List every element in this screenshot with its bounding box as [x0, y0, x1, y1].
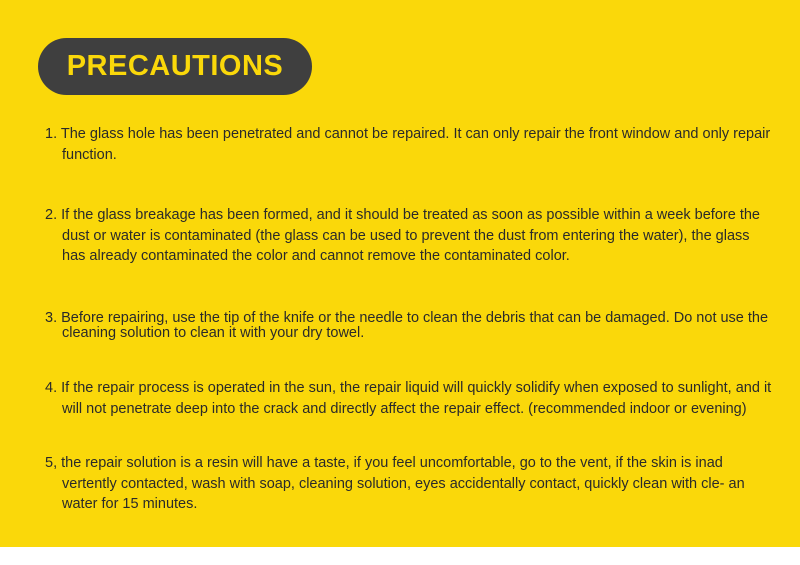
precaution-item-3: 3. Before repairing, use the tip of the knife or the needle to clean the debris that can be damaged. Do not use the cleaning solution to clean it with your dry towel.	[45, 310, 769, 341]
precaution-item-1: 1. The glass hole has been penetrated and cannot be repaired. It can only repair the front window and only repair function.	[45, 126, 771, 163]
title-badge	[38, 38, 312, 95]
precaution-item-2: 2. If the glass breakage has been formed, and it should be treated as soon as possible within a week before the dust or water is contaminated (the glass can be used to prevent the dust from entering the water), the glass has already contaminated the color and cannot remove the contaminated color.	[45, 207, 760, 264]
page-title: PRECAUTIONS	[66, 50, 284, 82]
precaution-item-4: 4. If the repair process is operated in the sun, the repair liquid will quickly solidify when exposed to sunlight, and it will not penetrate deep into the crack and directly affect the repair effect. (recommended indoor or evening)	[45, 380, 772, 417]
precaution-item-5: 5, the repair solution is a resin will have a taste, if you feel uncomfortable, go to the vent, if the skin is inad vertently contacted, wash with soap, cleaning solution, eyes accidentally contact, quickly clean with cle- an water for 15 minutes.	[45, 455, 745, 512]
